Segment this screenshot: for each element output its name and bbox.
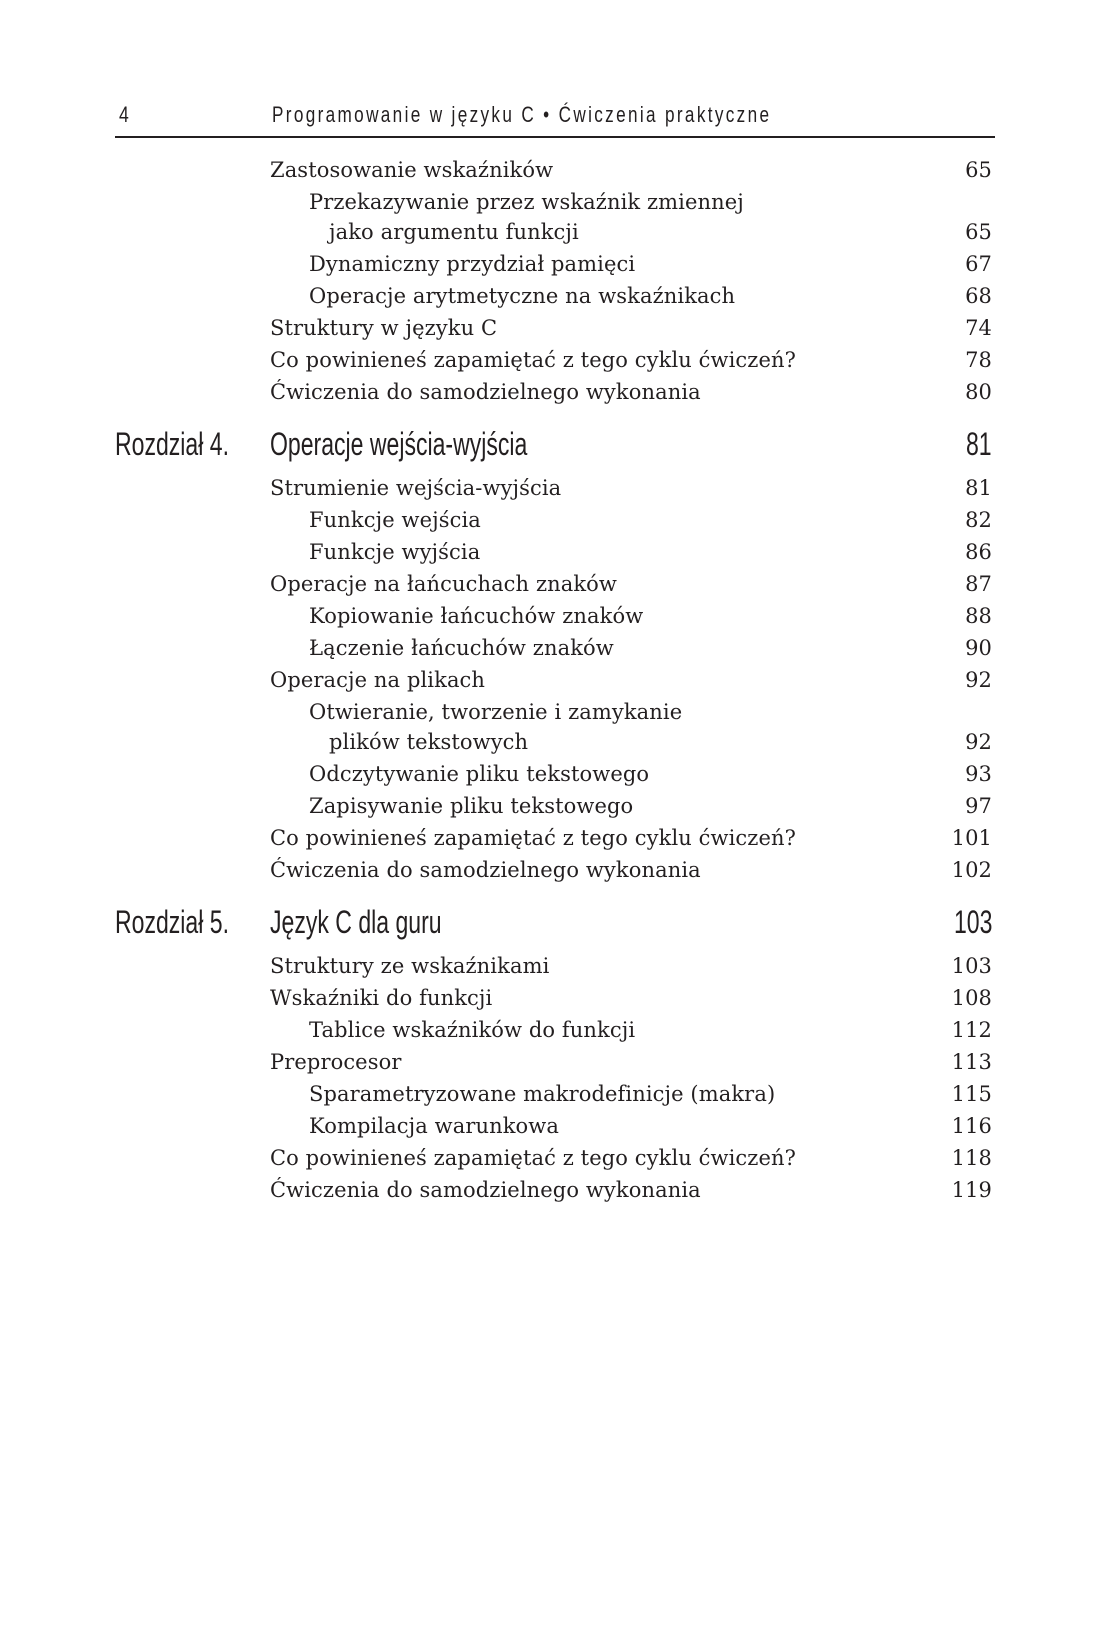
toc-entry bbox=[270, 568, 992, 600]
toc-subentry bbox=[270, 1078, 992, 1110]
toc-subentry bbox=[270, 696, 992, 754]
toc-subentry bbox=[270, 536, 992, 568]
toc-subentry bbox=[270, 504, 992, 536]
toc-entry-label: Odczytywanie pliku tekstowego bbox=[309, 762, 650, 786]
toc-entry-page: 74 bbox=[965, 316, 992, 340]
toc-entry-page: 81 bbox=[965, 476, 992, 500]
toc-subentry bbox=[270, 758, 992, 790]
toc-entry-page: 93 bbox=[965, 762, 992, 786]
toc-entry bbox=[270, 376, 992, 408]
toc-entry bbox=[270, 154, 992, 186]
toc-entry-page: 103 bbox=[951, 954, 992, 978]
toc-entry bbox=[270, 1046, 992, 1078]
running-header bbox=[115, 98, 995, 138]
toc-entry-label: Strumienie wejścia-wyjścia bbox=[270, 476, 562, 500]
toc-entry-label: Ćwiczenia do samodzielnego wykonania bbox=[270, 858, 701, 882]
toc-entry-label: Operacje na łańcuchach znaków bbox=[270, 572, 618, 596]
chapter-label: Rozdział 5. bbox=[115, 904, 229, 940]
toc-entry bbox=[270, 1142, 992, 1174]
toc-entry-page: 78 bbox=[965, 348, 992, 372]
toc-entry-label: Kopiowanie łańcuchów znaków bbox=[309, 604, 644, 628]
chapter-page: 103 bbox=[953, 904, 992, 940]
toc-entry-page: 82 bbox=[965, 508, 992, 532]
toc-entry-page: 102 bbox=[951, 858, 992, 882]
toc-entry-label: Zapisywanie pliku tekstowego bbox=[309, 794, 634, 818]
toc-entry-page: 80 bbox=[965, 380, 992, 404]
toc-subentry bbox=[270, 1110, 992, 1142]
toc-entry-label: Wskaźniki do funkcji bbox=[270, 986, 493, 1010]
toc-entry bbox=[270, 312, 992, 344]
toc-entry-label: Operacje arytmetyczne na wskaźnikach bbox=[309, 284, 736, 308]
toc-subentry bbox=[270, 632, 992, 664]
toc-entry bbox=[270, 664, 992, 696]
toc-entry bbox=[270, 1174, 992, 1206]
toc-subentry bbox=[270, 790, 992, 822]
toc-entry-label: Funkcje wejścia bbox=[309, 508, 481, 532]
toc-entry-page: 88 bbox=[965, 604, 992, 628]
chapter-page: 81 bbox=[966, 426, 992, 462]
toc-entry-page: 87 bbox=[965, 572, 992, 596]
toc-subentry bbox=[270, 600, 992, 632]
toc-entry-page: 115 bbox=[951, 1082, 992, 1106]
toc-entry bbox=[270, 344, 992, 376]
toc-entry-label: Co powinieneś zapamiętać z tego cyklu ćwiczeń? bbox=[270, 348, 796, 372]
toc-entry-label: Zastosowanie wskaźników bbox=[270, 158, 554, 182]
toc-entry bbox=[270, 950, 992, 982]
toc-entry-page: 101 bbox=[951, 826, 992, 850]
chapter-title: Język C dla guru bbox=[270, 904, 442, 940]
chapter-heading bbox=[115, 900, 992, 944]
toc-entry-label-continued: plików tekstowych bbox=[329, 730, 529, 754]
toc-entry-label: Co powinieneś zapamiętać z tego cyklu ćwiczeń? bbox=[270, 826, 796, 850]
toc-entry bbox=[270, 472, 992, 504]
toc-entry-label: Operacje na plikach bbox=[270, 668, 486, 692]
toc-entry-label: Przekazywanie przez wskaźnik zmiennej bbox=[309, 190, 744, 214]
toc-entry-page: 108 bbox=[951, 986, 992, 1010]
toc-entry-label: Preprocesor bbox=[270, 1050, 402, 1074]
toc-entry-page: 116 bbox=[951, 1114, 992, 1138]
toc-subentry bbox=[270, 280, 992, 312]
running-title: Programowanie w języku C • Ćwiczenia praktyczne bbox=[272, 102, 772, 127]
toc-entry-label-continued: jako argumentu funkcji bbox=[329, 220, 579, 244]
toc-entry-label: Ćwiczenia do samodzielnego wykonania bbox=[270, 380, 701, 404]
toc-entry-page: 68 bbox=[965, 284, 992, 308]
toc-entry-page: 92 bbox=[965, 730, 992, 754]
toc-entry-label: Struktury w języku C bbox=[270, 316, 498, 340]
toc-entry-page: 67 bbox=[965, 252, 992, 276]
toc-entry-page: 119 bbox=[951, 1178, 992, 1202]
toc-entry-label: Funkcje wyjścia bbox=[309, 540, 481, 564]
toc-subentry bbox=[270, 186, 992, 244]
toc-entry-label: Co powinieneś zapamiętać z tego cyklu ćwiczeń? bbox=[270, 1146, 796, 1170]
toc-entry-label: Łączenie łańcuchów znaków bbox=[309, 636, 614, 660]
toc-entry-page: 65 bbox=[965, 158, 992, 182]
toc-entry bbox=[270, 854, 992, 886]
chapter-title: Operacje wejścia-wyjścia bbox=[270, 426, 528, 462]
toc-entry bbox=[270, 982, 992, 1014]
toc-subentry bbox=[270, 1014, 992, 1046]
toc-entry-page: 65 bbox=[965, 220, 992, 244]
chapter-heading bbox=[115, 422, 992, 466]
toc-entry-label: Dynamiczny przydział pamięci bbox=[309, 252, 636, 276]
toc-entry-label: Sparametryzowane makrodefinicje (makra) bbox=[309, 1082, 776, 1106]
toc-entry-label: Struktury ze wskaźnikami bbox=[270, 954, 550, 978]
toc-entry-page: 86 bbox=[965, 540, 992, 564]
toc-entry-label: Kompilacja warunkowa bbox=[309, 1114, 559, 1138]
chapter-label: Rozdział 4. bbox=[115, 426, 229, 462]
toc-subentry bbox=[270, 248, 992, 280]
toc-entry-page: 97 bbox=[965, 794, 992, 818]
toc-entry-page: 118 bbox=[951, 1146, 992, 1170]
toc-entry-page: 113 bbox=[951, 1050, 992, 1074]
toc-entry-label: Otwieranie, tworzenie i zamykanie bbox=[309, 700, 683, 724]
page-number: 4 bbox=[119, 102, 129, 127]
toc-entry-label: Ćwiczenia do samodzielnego wykonania bbox=[270, 1178, 701, 1202]
toc-entry-page: 112 bbox=[951, 1018, 992, 1042]
toc-entry-page: 90 bbox=[965, 636, 992, 660]
toc-entry-page: 92 bbox=[965, 668, 992, 692]
toc-entry bbox=[270, 822, 992, 854]
toc-entry-label: Tablice wskaźników do funkcji bbox=[309, 1018, 636, 1042]
